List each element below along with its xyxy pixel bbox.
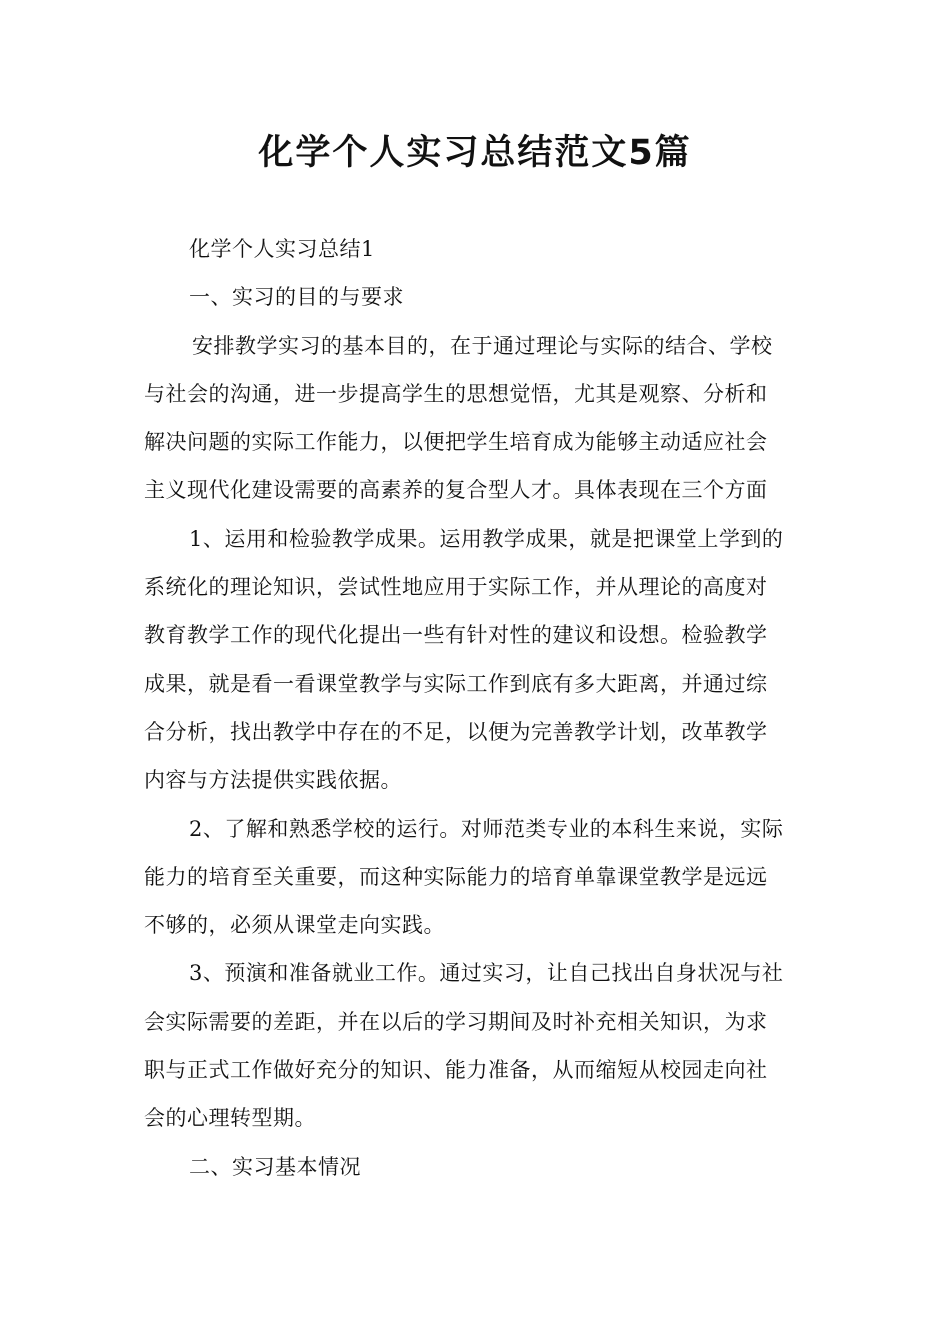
paragraph-line: 不够的，必须从课堂走向实践。 — [144, 913, 445, 938]
paragraph-line: 安排教学实习的基本目的，在于通过理论与实际的结合、学校 — [192, 333, 773, 358]
paragraph-line: 内容与方法提供实践依据。 — [144, 768, 402, 793]
paragraph-line: 解决问题的实际工作能力，以便把学生培育成为能够主动适应社会 — [144, 430, 768, 455]
section-heading: 一、实习的目的与要求 — [189, 285, 404, 310]
paragraph-line: 与社会的沟通，进一步提高学生的思想觉悟，尤其是观察、分析和 — [144, 381, 768, 406]
paragraph-line: 成果，就是看一看课堂教学与实际工作到底有多大距离，并通过综 — [144, 671, 768, 696]
paragraph-line: 教育教学工作的现代化提出一些有针对性的建议和设想。检验教学 — [144, 623, 768, 648]
paragraph-line: 主义现代化建设需要的高素养的复合型人才。具体表现在三个方面 — [144, 478, 768, 503]
paragraph-line: 会的心理转型期。 — [144, 1106, 316, 1131]
paragraph-line: 系统化的理论知识，尝试性地应用于实际工作，并从理论的高度对 — [144, 575, 768, 600]
paragraph-line: 职与正式工作做好充分的知识、能力准备，从而缩短从校园走向社 — [144, 1058, 768, 1083]
paragraph-line: 会实际需要的差距，并在以后的学习期间及时补充相关知识，为求 — [144, 1009, 768, 1034]
paragraph-line: 3、预演和准备就业工作。通过实习，让自己找出自身状况与社 — [189, 961, 784, 986]
section-heading: 化学个人实习总结1 — [189, 237, 375, 261]
paragraph-line: 1、运用和检验教学成果。运用教学成果，就是把课堂上学到的 — [189, 526, 784, 551]
paragraph-line: 能力的培育至关重要，而这种实际能力的培育单靠课堂教学是远远 — [144, 864, 768, 889]
paragraph-line: 合分析，找出教学中存在的不足，以便为完善教学计划，改革教学 — [144, 719, 768, 744]
document-body — [144, 232, 806, 1198]
paragraph-line: 2、了解和熟悉学校的运行。对师范类专业的本科生来说，实际 — [189, 816, 784, 841]
section-heading: 二、实习基本情况 — [189, 1154, 361, 1179]
document-title: 化学个人实习总结范文5篇 — [258, 133, 692, 173]
